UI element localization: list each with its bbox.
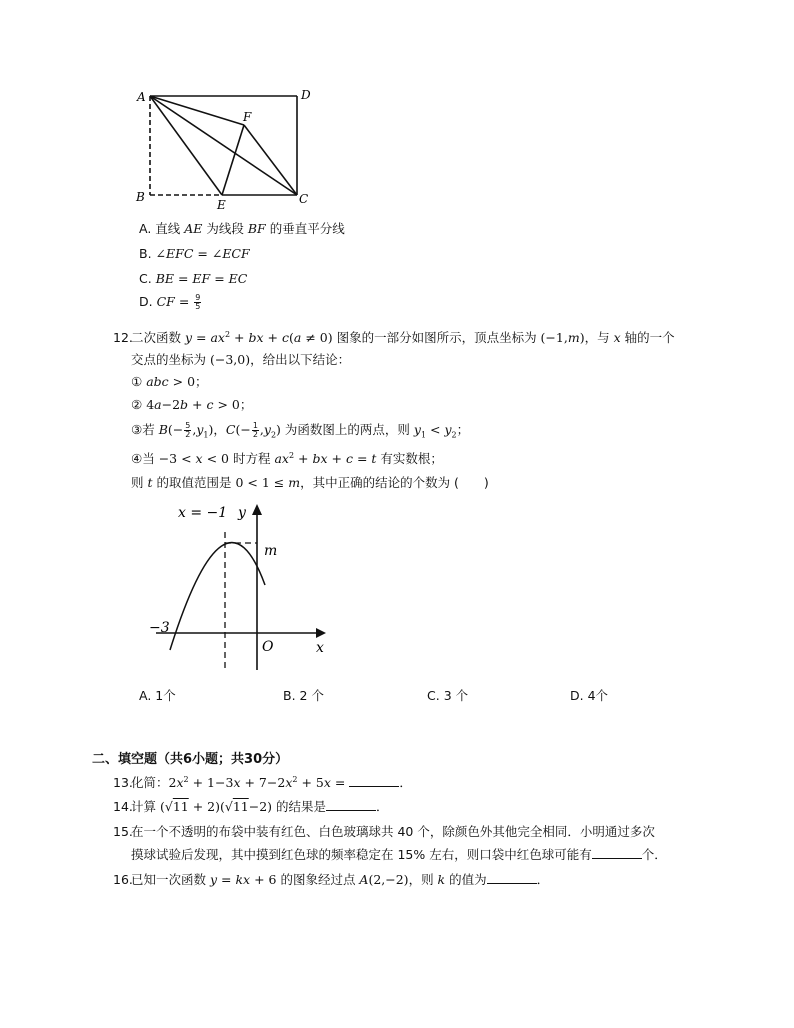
edge-fc xyxy=(244,125,297,195)
q14-number: 14. xyxy=(113,799,133,814)
x-axis-label: x xyxy=(316,640,324,656)
q13-text: 化简：$2x^2 + 1-3x + 7-2x^2 + 5x$ = ． xyxy=(131,774,412,790)
q11-option-c: C. BE = EF = EC xyxy=(139,271,248,286)
y-axis-arrow xyxy=(252,504,262,515)
parabola-graph xyxy=(140,500,340,678)
parabola-curve xyxy=(170,543,265,650)
q11-option-a: A. 直线 AE 为线段 BF 的垂直平分线 xyxy=(139,221,345,236)
fig1-lines xyxy=(150,96,297,195)
q11-option-b: B. ∠EFC = ∠ECF xyxy=(139,246,250,261)
q16-answer-blank[interactable] xyxy=(487,872,537,884)
q15-line2: 摸球试验后发现，其中摸到红色球的频率稳定在 15% 左右，则口袋中红色球可能有 个． xyxy=(131,847,667,862)
q12-option-b: B. 2 个 xyxy=(283,688,324,703)
q12-option-c: C. 3 个 xyxy=(427,688,469,703)
q15-answer-blank[interactable] xyxy=(592,847,642,859)
q14-answer-blank[interactable] xyxy=(326,799,376,811)
q12-statement-3: ③若 B(− $\frac{5}{2}$ $,y_1$)，C(− $\frac{1}{2}$ $,y_2$) 为函数图上的两点，则 $y_1 < y_2$； xyxy=(131,421,470,440)
q15-number: 15. xyxy=(113,824,133,839)
q12-statement-4: ④当 −3 < x < 0 时方程 $ax^2$ + bx + c = t 有实数根； xyxy=(131,450,443,466)
q13-number: 13. xyxy=(113,775,133,790)
m-label: m xyxy=(264,543,278,559)
label-b: B xyxy=(136,190,145,204)
label-c: C xyxy=(299,192,309,206)
label-d: D xyxy=(301,88,311,102)
minus3-label: −3 xyxy=(149,620,170,636)
q12-option-d: D. 4个 xyxy=(570,688,609,703)
q11-option-d: D. CF = $\frac{9}{5}$ xyxy=(139,293,201,311)
q12-number: 12. xyxy=(113,330,133,345)
q15-line1: 在一个不透明的布袋中装有红色、白色玻璃球共 40 个，除颜色外其他完全相同．小明通过多次 xyxy=(131,824,655,839)
y-axis-label: y xyxy=(238,505,246,521)
edge-af xyxy=(150,96,244,125)
q12-stem-line1: 二次函数 $y = ax^2$ + bx + c(a ≠ 0) 图象的一部分如图所示，顶点坐标为 (−1,m)，与 x 轴的一个 xyxy=(131,329,675,345)
q12-option-a: A. 1个 xyxy=(139,688,176,703)
symmetry-axis-label: x = −1 xyxy=(178,505,228,521)
section-title: 二、填空题（共6小题；共30分） xyxy=(92,752,289,767)
rectangle-fold-figure xyxy=(130,85,320,215)
edge-ef xyxy=(222,125,244,195)
edge-ae xyxy=(150,96,222,195)
label-a: A xyxy=(137,90,146,104)
q12-statement-5: 则 t 的取值范围是 0 < 1 ≤ m，其中正确的结论的个数为 ( ) xyxy=(131,475,489,490)
q12-statement-1: ① abc > 0； xyxy=(131,374,208,389)
q12-stem-line2: 交点的坐标为 (−3,0)，给出以下结论： xyxy=(131,352,351,367)
q12-statement-2: ② 4a−2b + c > 0； xyxy=(131,397,253,412)
q14-text: 计算 (√11 + 2)(√11−2) 的结果是 ． xyxy=(131,799,389,814)
label-e: E xyxy=(217,198,226,212)
x-axis-arrow xyxy=(316,628,326,638)
q16-number: 16. xyxy=(113,872,133,887)
q16-text: 已知一次函数 y = kx + 6 的图象经过点 A(2,−2)，则 k 的值为 ． xyxy=(131,872,550,887)
origin-label: O xyxy=(262,639,274,655)
label-f: F xyxy=(243,110,252,124)
q13-answer-blank[interactable] xyxy=(349,775,399,787)
edge-ac xyxy=(150,96,297,195)
